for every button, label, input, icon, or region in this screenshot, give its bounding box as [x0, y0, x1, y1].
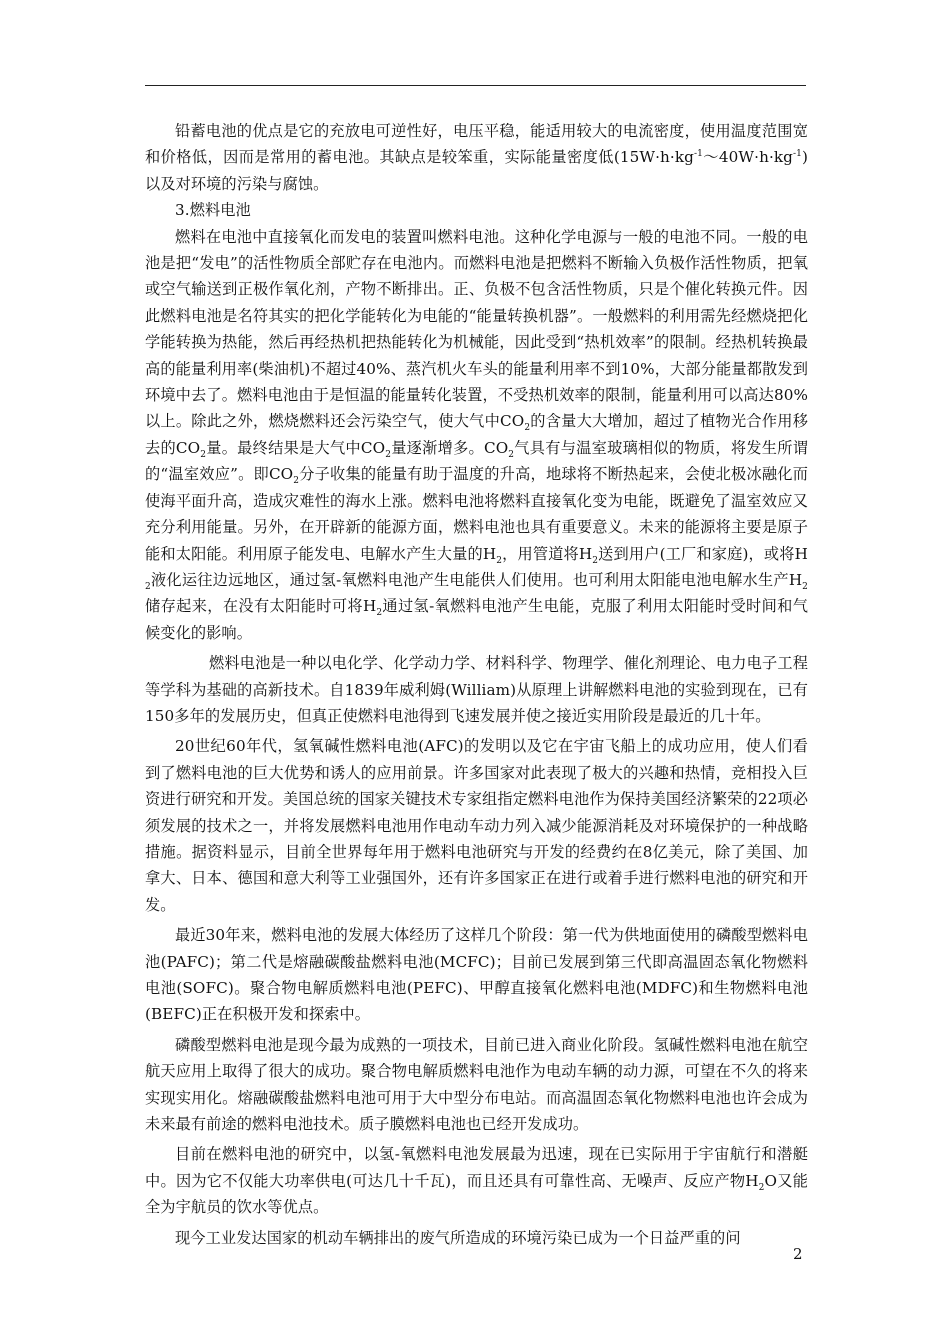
text-run: 分子收集的能量有助于温度的升高，地球将不断热起来，会使北极冰融化而使海平面升高，造成灾难性的海水上涨。燃料电池将燃料直接氧化变为电能，既避免了温室效应又充分利用能量。另外，在开辟新的能源方面，燃料电池也具有重要意义。未来的能源将主要是原子能和太阳能。利用原子能发电、电解水产生大量的H	[145, 465, 808, 563]
paragraph-pafc-maturity	[145, 1032, 808, 1138]
text-run: O又能全为宇航员的饮水等优点。	[145, 1171, 808, 1217]
text-run: 燃料在电池中直接氧化而发电的装置叫燃料电池。这种化学电源与一般的电池不同。一般的电池是把“发电”的活性物质全部贮存在电池内。而燃料电池是把燃料不断输入负极作活性物质，把氧或空气输送到正极作氧化剂，产物不断排出。正、负极不包含活性物质，只是个催化转换元件。因此燃料电池是名符其实的把化学能转化为电能的“能量转换机器”。一般燃料的利用需先经燃烧把化学能转换为热能，然后再经热机把热能转化为机械能，因此受到“热机效率”的限制。经热机转换最高的能量利用率(柴油机)不超过40%、蒸汽机火车头的能量利用率不到10%，大部分能量都散发到环境中去了。燃料电池由于是恒温的能量转化装置，不受热机效率的限制，能量利用可以高达80%以上。除此之外，燃烧燃料还会污染空气，使大气中CO	[145, 227, 808, 431]
text-run: 送到用户(工厂和家庭)，或将H	[598, 544, 808, 563]
text-run: 现今工业发达国家的机动车辆排出的废气所造成的环境污染已成为一个日益严重的问	[175, 1228, 741, 1247]
header-rule	[145, 85, 806, 86]
text-run: 目前在燃料电池的研究中，以氢-氧燃料电池发展最为迅速，现在已实际用于宇宙航行和潜艇中。因为它不仅能大功率供电(可达几十千瓦)，而且还具有可靠性高、无噪声、反应产物H	[145, 1145, 808, 1190]
text-run: 量逐渐增多。CO	[391, 438, 509, 457]
paragraph-hydrogen-oxygen-cell	[145, 1141, 808, 1220]
subscript-text: 2	[802, 581, 808, 592]
subscript-text: 2	[376, 608, 383, 619]
subscript-text: 2	[200, 449, 207, 460]
subscript-text: 2	[592, 555, 599, 566]
subscript-text: 2	[524, 423, 531, 434]
paragraph-vehicle-pollution	[145, 1225, 808, 1251]
text-run: 的含量大大增加，超过了植物光合作用移去的CO	[145, 412, 808, 457]
text-run: ，用管道将H	[502, 544, 593, 563]
paragraph-lead-acid-battery	[145, 118, 808, 197]
text-run: 气具有与温室玻璃相似的物质，将发生所谓的“温室效应”。即CO	[145, 438, 808, 484]
subscript-text: 2	[508, 449, 515, 460]
text-run: 3.燃料电池	[175, 201, 251, 220]
text-run: 铅蓄电池的优点是它的充放电可逆性好，电压平稳，能适用较大的电流密度，使用温度范围宽和价格低，因而是常用的蓄电池。其缺点是较笨重，实际能量密度低(15W·h·kg	[145, 122, 808, 167]
text-run: 液化运往边远地区，通过氢-氧燃料电池产生电能供人们使用。也可利用太阳能电池电解水生产H	[150, 570, 803, 589]
supscript-text: -1	[693, 149, 703, 160]
subscript-text: 2	[385, 449, 392, 460]
subscript-text: 2	[293, 476, 300, 487]
subscript-text: 2	[145, 581, 151, 592]
text-run: ～40W·h·kg	[702, 148, 794, 167]
paragraph-development-stages	[145, 922, 808, 1028]
section-heading-fuel-cell	[145, 197, 808, 223]
supscript-text: -1	[793, 149, 802, 160]
text-run: )以及对环境的污染与腐蚀。	[145, 148, 809, 193]
paragraph-fuel-cell-principle	[145, 224, 808, 647]
text-run: 量。最终结果是大气中CO	[206, 438, 386, 457]
text-run: 磷酸型燃料电池是现今最为成熟的一项技术，目前已进入商业化阶段。氢碱性燃料电池在航空航天应用上取得了很大的成功。聚合物电解质燃料电池作为电动车辆的动力源，可望在不久的将来实现实用化。熔融碳酸盐燃料电池可用于大中型分布电站。而高温固态氧化物燃料电池也许会成为未来最有前途的燃料电池技术。质子膜燃料电池也已经开发成功。	[145, 1035, 808, 1134]
text-run: 20世纪60年代，氢氧碱性燃料电池(AFC)的发明以及它在宇宙飞船上的成功应用，使人们看到了燃料电池的巨大优势和诱人的应用前景。许多国家对此表现了极大的兴趣和热情，竞相投入巨资进行研究和开发。美国总统的国家关键技术专家组指定燃料电池作为保持美国经济繁荣的22项必须发展的技术之一，并将发展燃料电池用作电动车动力列入减少能源消耗及对环境保护的一种战略措施。据资料显示，目前全世界每年用于燃料电池研究与开发的经费约在8亿美元，除了美国、加拿大、日本、德国和意大利等工业强国外，还有许多国家正在进行或着手进行燃料电池的研究和开发。	[145, 737, 808, 914]
document-body	[145, 118, 808, 1251]
text-run: 燃料电池是一种以电化学、化学动力学、材料科学、物理学、催化剂理论、电力电子工程等学科为基础的高新技术。自1839年威利姆(William)从原理上讲解燃料电池的实验到现在，已有150多年的发展历史，但真正使燃料电池得到飞速发展并使之接近实用阶段是最近的几十年。	[145, 654, 808, 725]
text-run: 最近30年来，燃料电池的发展大体经历了这样几个阶段：第一代为供地面使用的磷酸型燃料电池(PAFC)；第二代是熔融碳酸盐燃料电池(MCFC)；目前已发展到第三代即高温固态氧化物燃料电池(SOFC)。聚合物电解质燃料电池(PEFC)、甲醇直接氧化燃料电池(MDFC)和生物燃料电池(BEFC)正在积极开发和探索中。	[145, 926, 808, 1024]
paragraph-fuel-cell-technology	[145, 650, 808, 729]
text-run: 通过氢-氧燃料电池产生电能，克服了利用太阳能时受时间和气候变化的影响。	[145, 597, 808, 642]
text-run: 储存起来，在没有太阳能时可将H	[145, 597, 377, 616]
paragraph-afc-history	[145, 733, 808, 918]
page-number: 2	[793, 1245, 803, 1263]
subscript-text: 2	[496, 555, 503, 566]
subscript-text: 2	[758, 1182, 765, 1193]
